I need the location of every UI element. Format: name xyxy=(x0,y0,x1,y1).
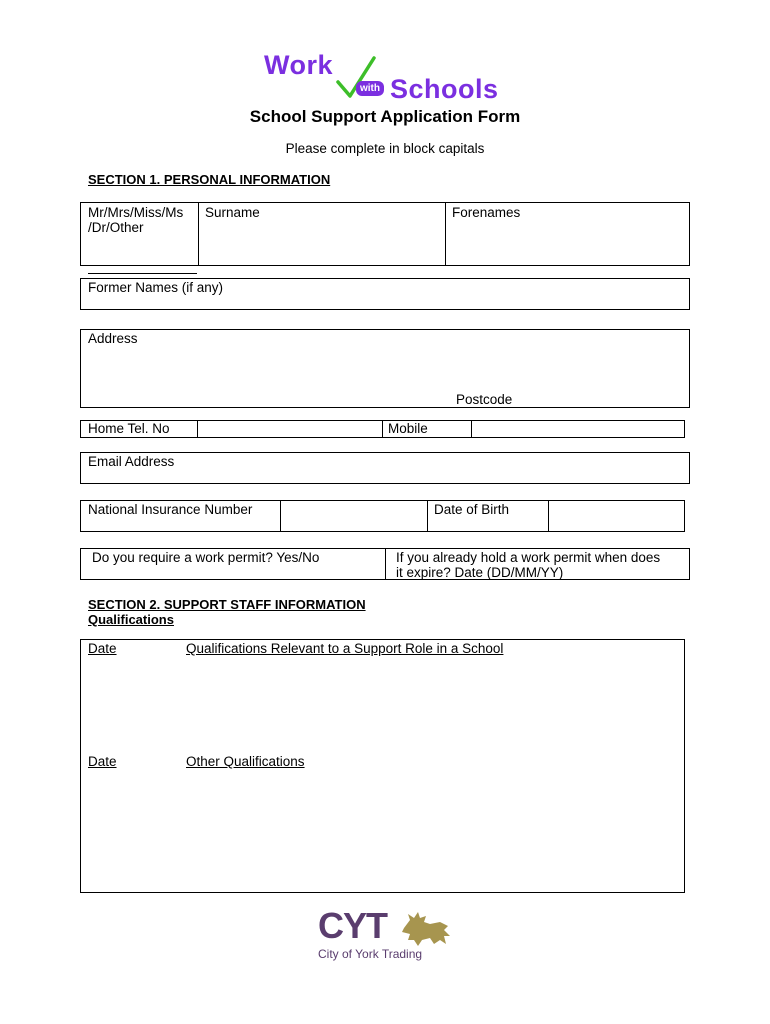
surname-input[interactable] xyxy=(200,221,444,265)
email-label: Email Address xyxy=(88,454,175,469)
logo-word-work: Work xyxy=(264,50,334,80)
date-label-other: Date xyxy=(88,754,117,769)
lion-icon xyxy=(400,910,452,948)
mobile-label: Mobile xyxy=(388,421,428,436)
relevant-qualifications-label: Qualifications Relevant to a Support Role in a School xyxy=(186,641,504,656)
ni-label: National Insurance Number xyxy=(88,502,253,517)
form-title: School Support Application Form xyxy=(249,107,521,126)
section2-heading: SECTION 2. SUPPORT STAFF INFORMATION xyxy=(88,597,366,612)
cyt-logo xyxy=(318,906,458,966)
ni-dob-row xyxy=(80,500,685,532)
work-permit-row xyxy=(80,548,690,580)
name-row xyxy=(80,202,690,266)
address-label: Address xyxy=(88,331,138,346)
surname-label: Surname xyxy=(205,205,260,220)
logo-badge-with: with xyxy=(356,81,384,96)
qualifications-subheading: Qualifications xyxy=(88,612,174,627)
divider-line xyxy=(88,273,197,274)
home-tel-label: Home Tel. No xyxy=(88,421,170,436)
other-qualifications-label: Other Qualifications xyxy=(186,754,305,769)
address-field[interactable] xyxy=(80,329,690,408)
ni-input[interactable] xyxy=(282,501,426,531)
qualifications-box[interactable] xyxy=(80,639,685,893)
forenames-label: Forenames xyxy=(452,205,521,220)
dob-label: Date of Birth xyxy=(434,502,510,517)
email-field[interactable] xyxy=(80,452,690,484)
home-tel-input[interactable] xyxy=(199,421,381,437)
date-label-relevant: Date xyxy=(88,641,117,656)
mobile-input[interactable] xyxy=(473,421,683,437)
postcode-label: Postcode xyxy=(456,392,513,407)
title-input[interactable] xyxy=(82,237,197,265)
title-label-line2: /Dr/Other xyxy=(88,220,144,235)
title-label: Mr/Mrs/Miss/Ms xyxy=(88,205,184,220)
section1-heading: SECTION 1. PERSONAL INFORMATION xyxy=(88,172,331,187)
logo-word-schools: Schools xyxy=(390,74,499,104)
dob-input[interactable] xyxy=(550,501,684,531)
work-permit-question: Do you require a work permit? Yes/No xyxy=(92,550,320,565)
former-names-field[interactable] xyxy=(80,278,690,310)
forenames-input[interactable] xyxy=(447,221,689,265)
former-names-label: Former Names (if any) xyxy=(88,280,224,295)
work-with-schools-logo xyxy=(258,48,513,106)
phone-row xyxy=(80,420,685,438)
cyt-logo-letters: CYT xyxy=(318,905,387,946)
cyt-logo-caption: City of York Trading xyxy=(318,947,423,961)
permit-expiry-question-line2: it expire? Date (DD/MM/YY) xyxy=(396,565,564,580)
permit-expiry-question-line1: If you already hold a work permit when does xyxy=(396,550,661,565)
form-subtitle: Please complete in block capitals xyxy=(285,141,485,156)
